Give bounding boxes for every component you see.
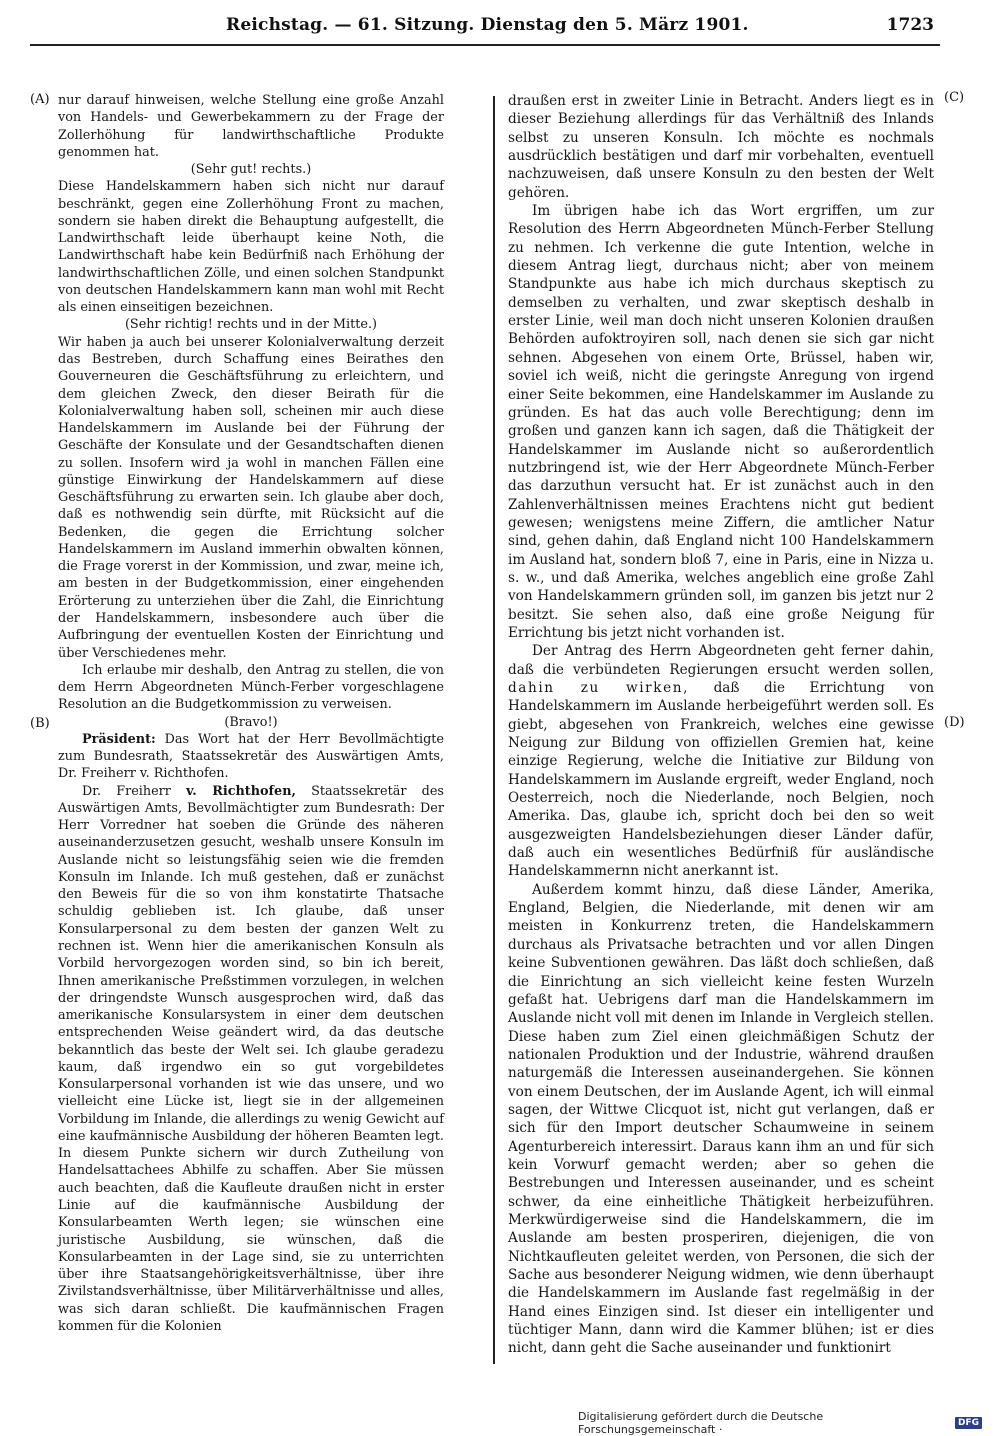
interjection: (Sehr gut! rechts.) <box>190 162 312 178</box>
header-rule <box>30 44 940 46</box>
paragraph <box>508 642 934 880</box>
right-column <box>508 92 934 1358</box>
page-number: 1723 <box>886 15 934 35</box>
margin-marker-b: (B) <box>30 716 50 731</box>
paragraph: Im übrigen habe ich das Wort ergriffen, um zur Resolution des Herrn Abgeordneten Münch-Ferber Stellung zu nehmen. Ich verkenne die gute Intention, welche in diesem Antrag liegt, durchaus nicht; aber von meinem Standpunkte aus habe ich mich durchaus skeptisch zu demselben zu verhalten, und zwar skeptisch deshalb in erster Linie, weil man doch nicht unseren Kolonien draußen Behörden aufoktroyiren soll, nach denen sie sich gar nicht sehnen. Abgesehen von einem Orte, Brüssel, haben wir, soviel ich weiß, nicht die geringste Anregung von irgend einer Seite bekommen, eine Handelskammer im Auslande zu gründen. Es hat das auch volle Berechtigung; denn im großen und ganzen kann ich sagen, daß die Thätigkeit der Handelskammer im Auslande nicht so außerordentlich nutzbringend ist, wie der Herr Abgeordnete Münch-Ferber das darzuthun versucht hat. Er ist zunächst auch in den Zahlenverhältnissen meines Erachtens nicht gut bedient gewesen; wenigstens meine Ziffern, die amtlicher Natur sind, gehen dahin, daß England nicht 100 Handelskammern im Ausland hat, sondern bloß 7, eine in Paris, eine in Nizza u. s. w., und daß Amerika, welches angeblich eine große Zahl von Handelskammern gründen soll, im ganzen bis jetzt nur 2 besitzt. Sie sehen also, daß eine große Neigung für Errichtung bis jetzt nicht vorhanden ist. <box>508 203 934 641</box>
paragraph: Außerdem kommt hinzu, daß diese Länder, Amerika, England, Belgien, die Niederlande, mit denen wir am meisten in Konkurrenz treten, die Handelskammern durchaus als Privatsache betrachten und vor allen Dingen keine Subventionen gewähren. Das läßt doch schließen, daß die Einrichtung an sich vielleicht keine festen Wurzeln gefaßt hat. Uebrigens darf man die Handelskammern im Auslande nicht voll mit denen im Inlande in Vergleich stellen. Diese haben zum Ziel einen gleichmäßigen Schutz der nationalen Produktion und der Industrie, während draußen naturgemäß die Interessen auseinandergehen. Sie können von einem Deutschen, der im Auslande Agent, ich will einmal sagen, der Wittwe Clicquot ist, nicht gut verlangen, daß er sich für den Import deutscher Schaumweine in seinem Agenturbereich interessirt. Daraus kann ihm an und für sich kein Vorwurf gemacht werden; aber so gehen die Bestrebungen und Interessen auseinander, und es scheint schwer, da eine einheitliche Thätigkeit herbeizuführen. Merkwürdigerweise sind die Handelskammern, die im Auslande am besten prosperiren, diejenigen, die von Nichtkaufleuten geleitet werden, von Personen, die sich der Sache aus besonderer Neigung widmen, wie denn überhaupt die Handelskammern im Auslande fast regelmäßig in der Hand eines Einzigen sind. Ist dieser ein intelligenter und tüchtiger Mann, dann wird die Kammer blühen; ist er dies nicht, dann geht die Sache auseinander und funktionirt <box>508 881 934 1357</box>
paragraph: nur darauf hinweisen, welche Stellung eine große Anzahl von Handels- und Gewerbekammern zu der Frage der Zollerhöhung für landwirthschaftliche Produkte genommen hat. <box>58 93 444 160</box>
text-run: Der Antrag des Herrn Abgeordneten geht ferner dahin, daß die verbündeten Regierungen ersucht werden sollen, <box>508 643 934 678</box>
page-header <box>88 10 934 40</box>
footer-credit: Digitalisierung gefördert durch die Deutsche Forschungsgemeinschaft · <box>578 1410 824 1436</box>
speaker-paragraph <box>58 731 444 783</box>
paragraph: Diese Handelskammern haben sich nicht nur darauf beschränkt, gegen eine Zollerhöhung Front zu machen, sondern sie haben direkt die Behauptung aufgestellt, die Landwirthschaft leide überhaupt keine Noth, die Landwirthschaft habe kein Bedürfniß nach Erhöhung der landwirthschaftlichen Zölle, und einen solchen Standpunkt von deutschen Handelskammern kann man wohl mit Recht als einen einseitigen bezeichnen. <box>58 179 444 316</box>
dfg-logo-icon: DFG <box>955 1417 982 1429</box>
paragraph: draußen erst in zweiter Linie in Betracht. Anders liegt es in dieser Beziehung allerdings für das Verhältniß des Inlands selbst zu unseren Konsuln. Ich möchte es nochmals ausdrücklich bestätigen und darf mir vorbehalten, eventuell nachzuweisen, daß unsere Konsuln zu den besten der Welt gehören. <box>508 93 934 201</box>
running-title: Reichstag. — 61. Sitzung. Dienstag den 5. März 1901. <box>226 15 749 35</box>
speaker-title: Dr. Freiherr <box>82 783 171 799</box>
spaced-emphasis: dahin zu wirken, <box>508 680 690 696</box>
speaker-name: v. Richthofen, <box>186 783 296 799</box>
speaker-name: Präsident: <box>82 731 156 747</box>
margin-marker-a: (A) <box>30 92 50 107</box>
speaker-paragraph <box>58 783 444 1336</box>
margin-marker-c: (C) <box>944 90 965 105</box>
column-divider <box>493 96 495 1364</box>
interjection: (Sehr richtig! rechts und in der Mitte.) <box>124 317 378 333</box>
margin-marker-d: (D) <box>944 715 965 730</box>
paragraph: Ich erlaube mir deshalb, den Antrag zu stellen, die von dem Herrn Abgeordneten Münch-Ferber vorgeschlagene Resolution an die Budgetkommission zu verweisen. <box>58 662 444 713</box>
interjection: (Bravo!) <box>224 714 278 730</box>
digitization-footer <box>578 1410 982 1436</box>
speech-text: Das Wort hat der Herr Bevollmächtigte zum Bundesrath, Staatssekretär des Auswärtigen Amts, Dr. Freiherr v. Richthofen. <box>58 731 444 782</box>
paragraph: Wir haben ja auch bei unserer Kolonialverwaltung derzeit das Bestreben, durch Schaffung eines Beirathes den Gouverneuren die Geschäftsführung zu erleichtern, und dem gleichen Zweck, den dieser Beirath für die Kolonialverwaltung haben soll, scheinen mir auch diese Handelskammern im Auslande bei der Führung der Geschäfte der Konsulate und der Gesandtschaften dienen zu sollen. Insofern wird ja wohl in manchen Fällen eine günstige Einwirkung der Handelskammern auf diese Geschäftsführung zu erwarten sein. Ich glaube aber doch, daß es nothwendig sein dürfte, mit Rücksicht auf die Bedenken, die gegen die Errichtung solcher Handelskammern im Ausland immerhin obwalten können, die Frage vorerst in der Kommission, und zwar, meine ich, am besten in der Budgetkommission, einer eingehenden Erörterung zu unterziehen über die Zahl, die Einrichtung der Handelskammern, insbesondere auch über die Aufbringung der eventuellen Kosten der Einrichtung und über Verschiedenes mehr. <box>58 334 444 661</box>
text-run: daß die Errichtung von Handelskammern im Auslande herbeigeführt werden soll. Es giebt, abgesehen von Frankreich, welches eine gewisse Neigung zur Bildung von offiziellen Gremien hat, keine einzige Regierung, welche die Initiative zur Bildung von Handelskammern im Auslande ergreift, weder England, noch Oesterreich, noch die Niederlande, noch Belgien, noch Amerika. Das, glaube ich, spricht doch bei den so weit ausgezweigten Handelsbeziehungen dieser Länder dafür, daß auch ein wesentliches Bedürfniß für ausländische Handelskammernn nicht anerkannt ist. <box>508 680 934 880</box>
left-column <box>58 92 444 1335</box>
speech-text: Staatssekretär des Auswärtigen Amts, Bevollmächtigter zum Bundesrath: Der Herr Vorredner hat soeben die Gründe des näheren auseinanderzusetzen gesucht, weshalb unsere Konsuln im Auslande nicht so leistungsfähig seien wie die fremden Konsuln im Inlande. Ich muß gestehen, daß er zunächst den Beweis für die so von ihm konstatirte Thatsache schuldig geblieben ist. Ich glaube, daß unser Konsularpersonal zu dem besten der ganzen Welt zu rechnen ist. Wenn hier die amerikanischen Konsuln als Vorbild hervorgezogen worden sind, so bin ich bereit, Ihnen amerikanische Preßstimmen vorzulegen, in welchen der dringendste Wunsch ausgesprochen wird, daß das amerikanische Konsularsystem in einer dem deutschen entsprechenden Weise geändert wird, da das deutsche bekanntlich das beste der Welt sei. Ich glaube geradezu kaum, daß irgendwo ein so gut vorgebildetes Konsularpersonal vorhanden ist wie das unsere, und wo vielleicht eine Lücke ist, liegt sie in der allgemeinen Vorbildung im Inlande, die allerdings zu wenig Gewicht auf eine kaufmännische Ausbildung der höheren Beamten legt. In diesem Punkte sichern wir durch Zutheilung von Handelsattachees Abhilfe zu schaffen. Aber Sie müssen auch beachten, daß die Kaufleute draußen nicht in erster Linie auf die kaufmännische Ausbildung der Konsularbeamten Werth legen; sie wünschen eine juristische Ausbildung, sie wünschen, daß die Konsularbeamten in der Lage sind, sie zu unterrichten über ihre Staatsangehörigkeitsverhältnisse, über ihre Zivilstandsverhältnisse, über Militärverhältnisse und alles, was sich daran schließt. Die kaufmännischen Fragen kommen für die Kolonien <box>58 783 444 1334</box>
